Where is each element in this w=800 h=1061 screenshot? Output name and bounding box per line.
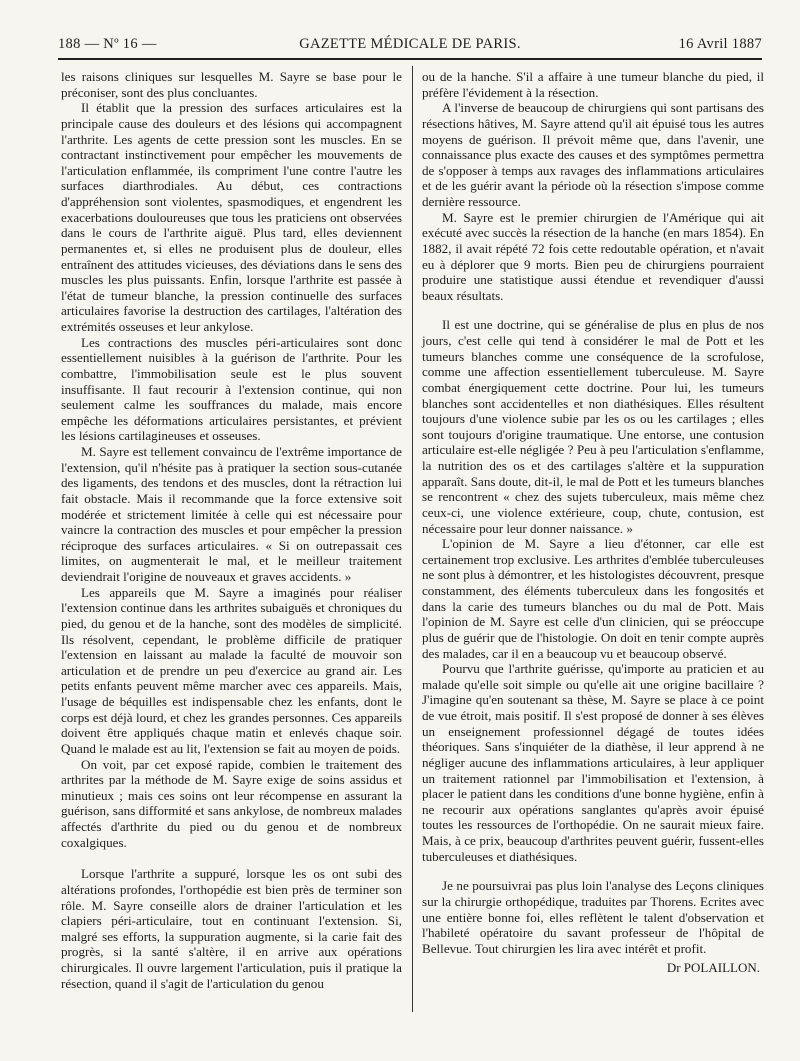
right-column (422, 69, 764, 976)
paragraph: M. Sayre est tellement convaincu de l'extrême importance de l'extension, qu'il n'hésite pas à pratiquer la section sous-cutanée des ligaments, des tendons et des muscles, dont la rétraction lui fait obstacle. Mais il recommande que la force extensive soit modérée et strictement limitée à celle qui est nécessaire pour vaincre la contraction des muscles et pour empêcher la pression réciproque des surfaces articulaires. « Si on outrepassait ces limites, on augmenterait le mal, et le meilleur traitement deviendrait l'origine de nouveaux et graves accidents. » (61, 444, 402, 584)
paragraph: Pourvu que l'arthrite guérisse, qu'importe au praticien et au malade qu'elle soit simple ou qu'elle ait une origine bacillaire ? J'imagine qu'en soutenant sa thèse, M. Sayre se place à ce point de vue étroit, mais positif. Il s'est proposé de donner à ses élèves un enseignement professionnel dégagé de toutes idées théoriques. Sans s'inquiéter de la diathèse, il leur apprend à ne négliger aucune des inflammations articulaires, à leur appliquer un traitement rationnel par l'immobilisation et l'extension, à placer le patient dans les conditions d'une bonne hygiène, enfin à ne recourir aux opérations sanglantes qu'après avoir épuisé toutes les ressources de l'orthopédie. On ne saurait mieux faire. Mais, à ce prix, beaucoup d'arthrites peuvent guérir, fussent-elles tuberculeuses et diathésiques. (422, 661, 764, 864)
paragraph: Les contractions des muscles péri-articulaires sont donc essentiellement nuisibles à la guérison de l'arthrite. Pour les combattre, l'immobilisation seule est le plus souvent insuffisante. Il faut recourir à l'extension continue, qui non seulement calme les souffrances du malade, mais encore empêche les déformations articulaires persistantes, et prévient les lésions cartilagineuses et osseuses. (61, 334, 402, 444)
paragraph: M. Sayre est le premier chirurgien de l'Amérique qui ait exécuté avec succès la résection de la hanche (en mars 1854). En 1882, il avait répété 72 fois cette redoutable opération, et n'avait eu à déplorer que 9 morts. Bien peu de chirurgiens pourraient produire une statistique aussi étendue et revendiquer d'aussi beaux résultats. (422, 209, 764, 303)
header-rule (58, 58, 762, 60)
paragraph: les raisons cliniques sur lesquelles M. Sayre se base pour le préconiser, sont des plus concluantes. (61, 69, 402, 100)
left-column (61, 69, 402, 991)
paragraph: On voit, par cet exposé rapide, combien le traitement des arthrites par la méthode de M. Sayre exige de soins assidus et minutieux ; mais ces soins ont leur récompense en assurant la guérison, sans difformité et sans ankylose, de nombreux malades affectés d'arthrite du pied ou du genou et de nombreux coxalgiques. (61, 756, 402, 850)
paragraph: Il établit que la pression des surfaces articulaires est la principale cause des douleurs et des lésions qui accompagnent l'arthrite. Les agents de cette pression sont les muscles. En se contractant instinctivement pour empêcher les mouvements de l'articulation enflammée, ils compriment l'une contre l'autre les surfaces diarthrodiales. Au début, ces contractions d'appréhension sont violentes, spasmodiques, et engendrent les exacerbations douloureuses que tous les praticiens ont observées dans le cours de l'arthrite aiguë. Plus tard, elles deviennent permanentes et, si elles ne produisent plus de douleur, elles entraînent des attitudes vicieuses, des déviations dans le sens des muscles les plus puissants. Enfin, lorsque l'arthrite est passée à l'état de tumeur blanche, la pression continuelle des surfaces articulaires favorise la destruction des cartilages, l'altération des extrémités osseuses et leur ankylose. (61, 100, 402, 334)
page-number-issue: 188 — Nº 16 — (58, 36, 157, 52)
paragraph: L'opinion de M. Sayre a lieu d'étonner, car elle est certainement trop exclusive. Les arthrites d'emblée tuberculeuses ne sont plus à démontrer, et les histologistes découvrent, presque constamment, des éléments tuberculeux dans les fongosités et dans la carie des tumeurs blanches ou du mal de Pott. Mais l'opinion de M. Sayre est celle d'un clinicien, qui se préoccupe plus de guérir que de l'histologie. On doit en tenir compte auprès des malades, car il en a beaucoup vu et beaucoup observé. (422, 536, 764, 661)
journal-title: GAZETTE MÉDICALE DE PARIS. (299, 36, 521, 52)
paragraph: Les appareils que M. Sayre a imaginés pour réaliser l'extension continue dans les arthrites subaiguës et chroniques du pied, du genou et de la hanche, sont des modèles de simplicité. Ils résolvent, cependant, le problème difficile de pratiquer l'extension en laissant au malade la faculté de mouvoir son articulation et de prendre un peu d'exercice au grand air. Les petits enfants peuvent même marcher avec ces appareils. Mais, l'usage de béquilles est indispensable chez les enfants, dont le corps est déjà lourd, et chez les grandes personnes. Ces appareils doivent être appliqués chaque matin et enlevés chaque soir. Quand le malade est au lit, l'extension se fait au moyen de poids. (61, 584, 402, 756)
author-signature: Dr POLAILLON. (666, 960, 760, 976)
paragraph: Je ne poursuivrai pas plus loin l'analyse des Leçons cliniques sur la chirurgie orthopédique, traduites par Thorens. Ecrites avec une entière bonne foi, elles reflètent le talent d'observation et l'habileté opératoire du savant professeur de l'hôpital de Bellevue. Tout chirurgien les lira avec intérêt et profit. (422, 878, 764, 956)
page-header (58, 36, 762, 56)
paragraph: Lorsque l'arthrite a suppuré, lorsque les os ont subi des altérations profondes, l'orthopédie est bien près de terminer son rôle. M. Sayre conseille alors de drainer l'articulation et les clapiers péri-articulaire, tout en continuant l'extension. Si, malgré ses efforts, la suppuration augmente, si la carie fait des progrès, si la santé s'altère, il en arrive aux opérations chirurgicales. Il ouvre largement l'articulation, puis il pratique la résection, quand il s'agit de l'articulation du genou (61, 866, 402, 991)
paragraph: ou de la hanche. S'il a affaire à une tumeur blanche du pied, il préfère l'évidement à la résection. (422, 69, 764, 100)
issue-date: 16 Avril 1887 (678, 36, 762, 52)
paragraph: A l'inverse de beaucoup de chirurgiens qui sont partisans des résections hâtives, M. Sayre attend qu'il ait épuisé tous les autres moyens de guérison. Il prévoit même que, dans l'avenir, une connaissance plus exacte des causes et des symptômes permettra de s'opposer à temps aux ravages des inflammations articulaires et de les guérir avant la période où la résection s'impose comme dernière ressource. (422, 100, 764, 209)
paragraph: Il est une doctrine, qui se généralise de plus en plus de nos jours, c'est celle qui tend à considérer le mal de Pott et les tumeurs blanches comme une conséquence de la scrofulose, comme une affection essentiellement tuberculeuse. M. Sayre combat énergiquement cette doctrine. Pour lui, les tumeurs blanches sont accidentelles et non diathésiques. Elles résultent toujours d'une violence subie par les os ou les cartilages ; elles sont toujours d'origine traumatique. Une entorse, une contusion articulaire est-elle négligée ? Peu à peu l'articulation s'enflamme, la nutrition des os et des cartilages s'altère et la suppuration apparaît. Sans doute, dit-il, le mal de Pott et les tumeurs blanches se rencontrent « chez des sujets tuberculeux, mais même chez ceux-ci, une violence extérieure, coup, chute, contusion, est nécessaire pour leur donner naissance. » (422, 317, 764, 536)
column-divider (412, 66, 413, 1012)
